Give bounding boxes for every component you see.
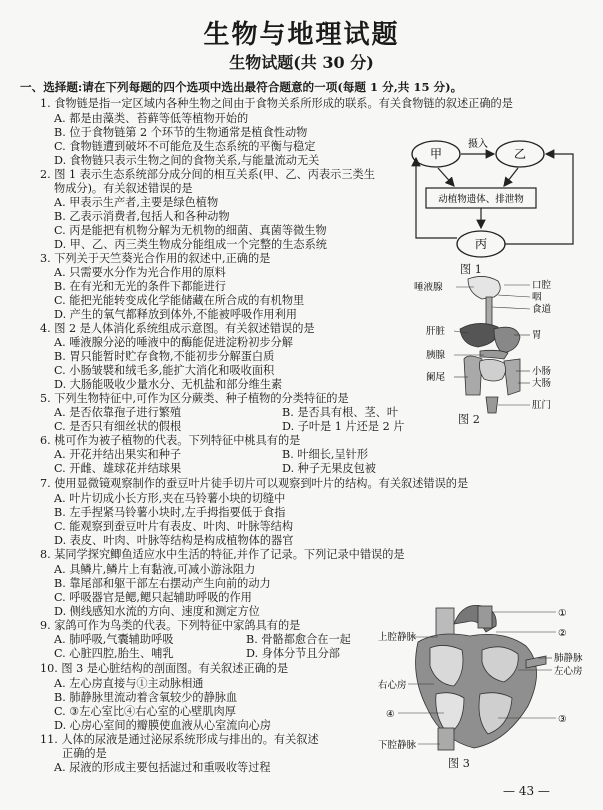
text-line: 11. 人体的尿液是通过泌尿系统形成与排出的。有关叙述	[40, 733, 319, 746]
section-heading: 一、选择题:请在下列每题的四个选项中选出最符合题意的一项(每题 1 分,共 15 分)。	[20, 80, 463, 94]
label-anus: 肛门	[532, 400, 552, 411]
page-subtitle: 生物试题(共 30 分)	[229, 53, 374, 72]
text-line: B. 靠尾部和躯干部左右摆动产生向前的动力	[54, 577, 271, 590]
text-line: B. 在有光和无光的条件下都能进行	[54, 280, 226, 293]
text-line: A. 唾液腺分泌的唾液中的酶能促进淀粉初步分解	[54, 336, 293, 349]
text-line: A. 只需要水分作为光合作用的原料	[54, 266, 226, 279]
text-line: C. 能观察到蚕豆叶片有表皮、叶肉、叶脉等结构	[54, 520, 294, 533]
text-line: A. 开花并结出果实和种子	[54, 448, 182, 461]
text-line: D. 种子无果皮包被	[282, 462, 376, 475]
text-line: B. 左手捏紧马铃薯小块时,左手拇指要低于食指	[54, 506, 286, 519]
text-line: B. 是否具有根、茎、叶	[282, 406, 399, 419]
text-line: C. 食物链遭到破坏不可能危及生态系统的平衡与稳定	[54, 140, 316, 153]
figure-1-food-web-diagram	[408, 138, 588, 278]
text-line: 5. 下列生物特征中,可作为区分蕨类、种子植物的分类特征的是	[40, 392, 349, 405]
text-line: 4. 图 2 是人体消化系统组成示意图。有关叙述错误的是	[40, 322, 315, 335]
text-line: B. 位于食物链第 2 个环节的生物通常是植食性动物	[54, 126, 308, 139]
text-line: D. 心房心室间的瓣膜使血液从心室流向心房	[54, 719, 272, 732]
label-pharynx: 咽	[532, 292, 542, 303]
text-line: D. 身体分节且分部	[246, 647, 340, 660]
text-line: 1. 食物链是指一定区域内各种生物之间由于食物关系所形成的联系。有关食物链的叙述正确的是	[40, 97, 513, 110]
text-line: A. 肺呼吸,气囊辅助呼吸	[54, 633, 174, 646]
figure-3-heart-section	[378, 602, 583, 752]
text-line: 3. 下列关于天竺葵光合作用的叙述中,正确的是	[40, 252, 271, 265]
label-appendix: 阑尾	[426, 372, 446, 383]
label-pancreas: 胰腺	[426, 350, 446, 361]
text-line: C. ③左心室比④右心室的心壁肌肉厚	[54, 705, 236, 718]
label-bing: 丙	[474, 237, 488, 251]
text-line: D. 大肠能吸收少量水分、无机盐和部分维生素	[54, 378, 283, 391]
text-line: D. 子叶是 1 片还是 2 片	[282, 420, 405, 433]
label-esophagus: 食道	[532, 304, 552, 315]
text-line: D. 甲、乙、丙三类生物成分能组成一个完整的生态系统	[54, 238, 327, 251]
text-line: A. 是否依靠孢子进行繁殖	[54, 406, 182, 419]
figure-1-caption: 图 1	[460, 263, 482, 276]
label-small-intestine: 小肠	[532, 366, 552, 377]
text-line: B. 叶细长,呈针形	[282, 448, 369, 461]
label-remains: 动植物遗体、排泄物	[438, 194, 524, 205]
label-salivary-gland: 唾液腺	[414, 282, 443, 293]
text-line: 7. 使用显微镜观察制作的蚕豆叶片徒手切片可以观察到叶片的结构。有关叙述错误的是	[40, 477, 469, 490]
text-line: B. 骨骼都愈合在一起	[246, 633, 351, 646]
text-line: D. 食物链只表示生物之间的食物关系,与能量流动无关	[54, 154, 320, 167]
label-circle-3: ③	[558, 714, 567, 725]
label-circle-1: ①	[558, 608, 567, 619]
text-line: D. 表皮、叶肉、叶脉等结构是构成植物体的器官	[54, 534, 294, 547]
text-line: A. 具鳞片,鳞片上有黏液,可减小游泳阻力	[54, 563, 256, 576]
label-stomach: 胃	[532, 330, 542, 341]
label-superior-vena-cava: 上腔静脉	[378, 632, 417, 643]
text-line: A. 尿液的形成主要包括滤过和重吸收等过程	[54, 761, 271, 774]
text-line: C. 是否只有细丝状的假根	[54, 420, 182, 433]
text-line: B. 胃只能暂时贮存食物,不能初步分解蛋白质	[54, 350, 275, 363]
text-line: 10. 图 3 是心脏结构的剖面图。有关叙述正确的是	[40, 662, 289, 675]
label-large-intestine: 大肠	[532, 378, 552, 389]
label-liver: 肝脏	[426, 326, 446, 337]
page-title: 生物与地理试题	[203, 20, 400, 50]
text-line: C. 心脏四腔,胎生、哺乳	[54, 647, 174, 660]
text-line: 物成分)。有关叙述错误的是	[54, 182, 193, 195]
text-line: 2. 图 1 表示生态系统部分成分间的相互关系(甲、乙、丙表示三类生	[40, 168, 375, 181]
text-line: 6. 桃可作为被子植物的代表。下列特征中桃具有的是	[40, 434, 301, 447]
label-pulmonary-vein: 肺静脉	[554, 653, 583, 664]
text-line: 8. 某同学探究鲫鱼适应水中生活的特征,并作了记录。下列记录中错误的是	[40, 548, 405, 561]
text-line: A. 左心房直接与①主动脉相通	[54, 677, 204, 690]
text-line: C. 丙是能把有机物分解为无机物的细菌、真菌等微生物	[54, 224, 327, 237]
text-line: C. 开雌、雄球花并结球果	[54, 462, 182, 475]
figure-2-digestive-system	[408, 273, 588, 415]
label-mouth: 口腔	[532, 280, 552, 291]
text-line: A. 都是由藻类、苔藓等低等植物开始的	[54, 112, 249, 125]
page-number: — 43 —	[503, 784, 550, 798]
label-left-atrium: 左心房	[554, 666, 583, 677]
label-jia: 甲	[429, 147, 443, 161]
text-line: D. 侧线感知水流的方向、速度和测定方位	[54, 605, 260, 618]
label-circle-2: ②	[558, 628, 567, 639]
text-line: C. 呼吸器官是鳃,鳃只起辅助呼吸的作用	[54, 591, 252, 604]
text-line: A. 叶片切成小长方形,夹在马铃薯小块的切缝中	[54, 492, 286, 505]
text-line: D. 产生的氧气都释放到体外,不能被呼吸作用利用	[54, 308, 297, 321]
label-yi: 乙	[513, 147, 527, 161]
label-ingest: 摄入	[468, 139, 488, 150]
figure-3-caption: 图 3	[448, 757, 470, 770]
label-circle-4: ④	[386, 709, 395, 720]
text-line: C. 小肠皱襞和绒毛多,能扩大消化和吸收面积	[54, 364, 275, 377]
text-line: 9. 家鸽可作为鸟类的代表。下列特征中家鸽具有的是	[40, 619, 301, 632]
text-line: A. 甲表示生产者,主要是绿色植物	[54, 196, 219, 209]
figure-2-caption: 图 2	[458, 413, 480, 426]
text-line: B. 肺静脉里流动着含氧较少的静脉血	[54, 691, 238, 704]
label-inferior-vena-cava: 下腔静脉	[378, 740, 417, 751]
text-line: C. 能把光能转变成化学能储藏在所合成的有机物里	[54, 294, 305, 307]
text-line: 正确的是	[62, 747, 107, 760]
label-right-atrium: 右心房	[378, 680, 407, 691]
text-line: B. 乙表示消费者,包括人和各种动物	[54, 210, 230, 223]
